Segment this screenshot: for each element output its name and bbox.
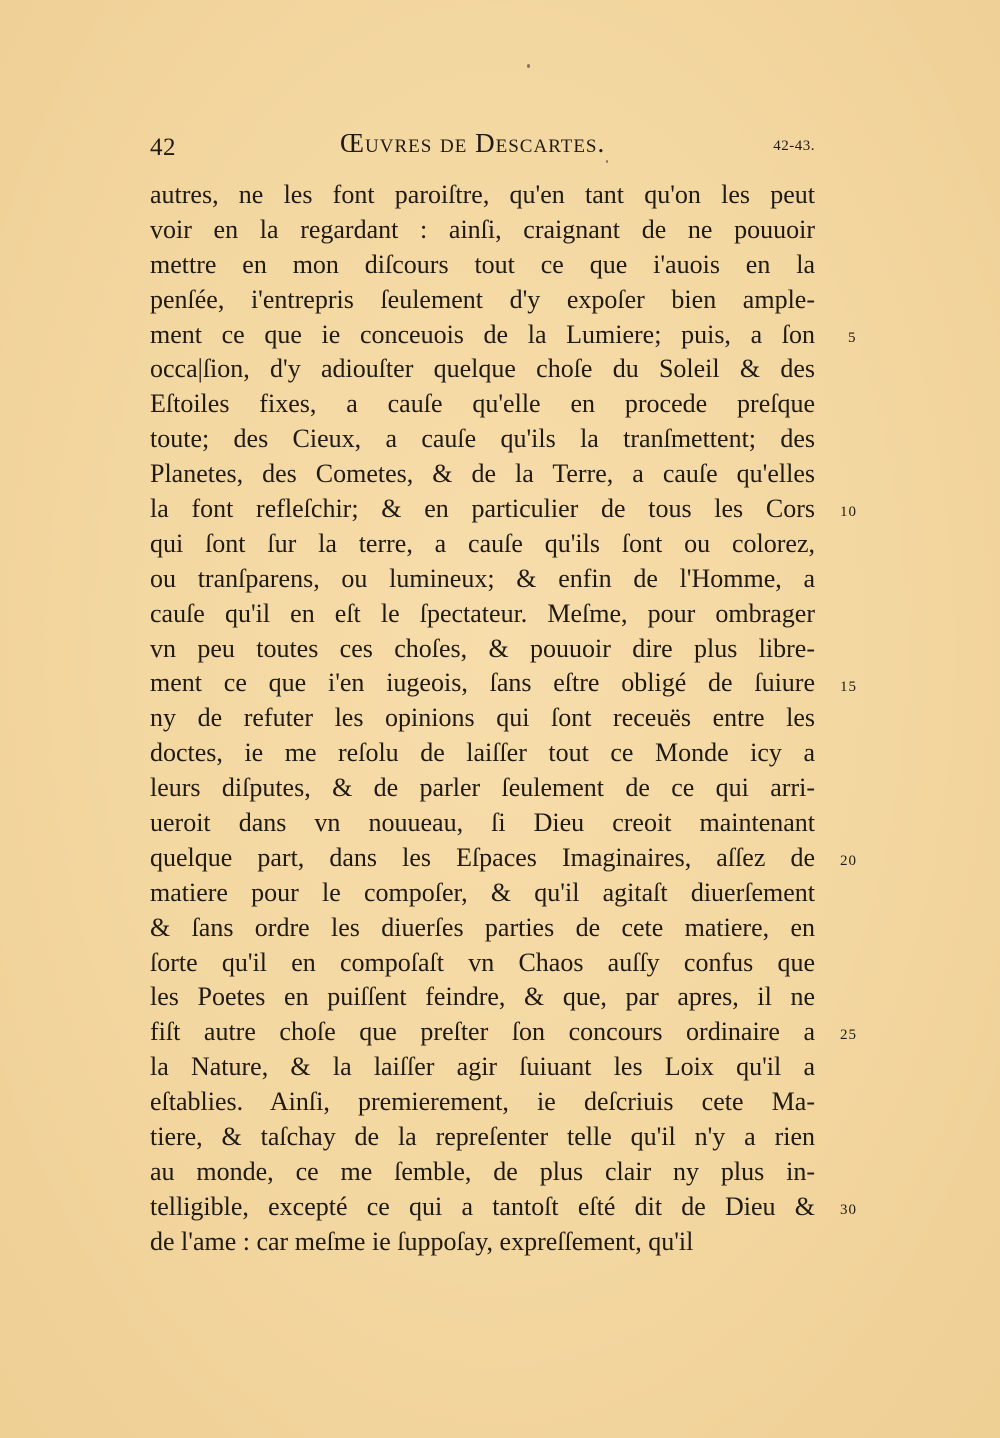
text-line: occa|ſion, d'y adiouſter quelque choſe du Soleil & des <box>150 354 815 384</box>
text-line: au monde, ce me ſemble, de plus clair ny plus in- <box>150 1156 815 1186</box>
text-line: de l'ame : car meſme ie ſuppoſay, expreſſement, qu'il <box>150 1226 694 1256</box>
text-line: ou tranſparens, ou lumineux; & enfin de l'Homme, a <box>150 563 815 593</box>
line-number: 15 <box>840 679 857 695</box>
page-header <box>150 128 815 168</box>
text-line: vn peu toutes ces choſes, & pouuoir dire plus libre- <box>150 633 815 663</box>
text-line: ſorte qu'il en compoſaſt vn Chaos auſſy confus que <box>150 947 815 977</box>
text-line: toute; des Cieux, a cauſe qu'ils la tranſmettent; des <box>150 424 815 454</box>
text-line: tiere, & taſchay de la repreſenter telle qu'il n'y a rien <box>150 1122 815 1152</box>
text-line: eſtablies. Ainſi, premierement, ie deſcriuis cete Ma- <box>150 1087 815 1117</box>
text-line: doctes, ie me reſolu de laiſſer tout ce Monde icy a <box>150 738 815 768</box>
page-number: 42 <box>150 134 176 161</box>
folio-reference: 42-43. <box>773 138 815 154</box>
text-line: ueroit dans vn nouueau, ſi Dieu creoit maintenant <box>150 808 815 838</box>
text-line: la Nature, & la laiſſer agir ſuiuant les Loix qu'il a <box>150 1052 815 1082</box>
text-line: qui ſont ſur la terre, a cauſe qu'ils ſont ou colorez, <box>150 528 815 558</box>
text-line: cauſe qu'il en eſt le ſpectateur. Meſme, pour ombrager <box>150 598 815 628</box>
text-line: quelque part, dans les Eſpaces Imaginaires, aſſez de <box>150 842 815 872</box>
line-number: 30 <box>840 1202 857 1218</box>
text-line: autres, ne les font paroiſtre, qu'en tant qu'on les peut <box>150 180 815 209</box>
line-number: 25 <box>840 1027 857 1043</box>
text-line: ny de refuter les opinions qui ſont receuës entre les <box>150 703 815 733</box>
line-number: 20 <box>840 853 857 869</box>
text-line: fiſt autre choſe que preſter ſon concours ordinaire a <box>150 1017 815 1047</box>
ink-speck <box>527 64 530 68</box>
text-line: Eſtoiles fixes, a cauſe qu'elle en procede preſque <box>150 389 815 419</box>
text-line: leurs diſputes, & de parler ſeulement de ce qui arri- <box>150 773 815 803</box>
body-text <box>150 178 815 1260</box>
text-line: penſée, i'entrepris ſeulement d'y expoſer bien ample- <box>150 284 815 314</box>
text-line: les Poetes en puiſſent feindre, & que, par apres, il ne <box>150 982 815 1012</box>
text-line: la font refleſchir; & en particulier de tous les Cors <box>150 494 815 524</box>
line-number: 10 <box>840 504 857 520</box>
text-line: ment ce que ie conceuois de la Lumiere; puis, a ſon <box>150 319 815 349</box>
text-line: mettre en mon diſcours tout ce que i'auois en la <box>150 249 815 279</box>
text-line: ment ce que i'en iugeois, ſans eſtre obligé de ſuiure <box>150 668 815 698</box>
text-line: & ſans ordre les diuerſes parties de cete matiere, en <box>150 912 815 942</box>
text-line: telligible, excepté ce qui a tantoſt eſté dit de Dieu & <box>150 1191 815 1221</box>
text-line: voir en la regardant : ainſi, craignant de ne pouuoir <box>150 214 815 244</box>
running-title: Œuvres de Descartes. <box>340 128 606 158</box>
line-number: 5 <box>848 330 857 346</box>
text-line: Planetes, des Cometes, & de la Terre, a cauſe qu'elles <box>150 459 815 489</box>
text-line: matiere pour le compoſer, & qu'il agitaſt diuerſement <box>150 877 815 907</box>
